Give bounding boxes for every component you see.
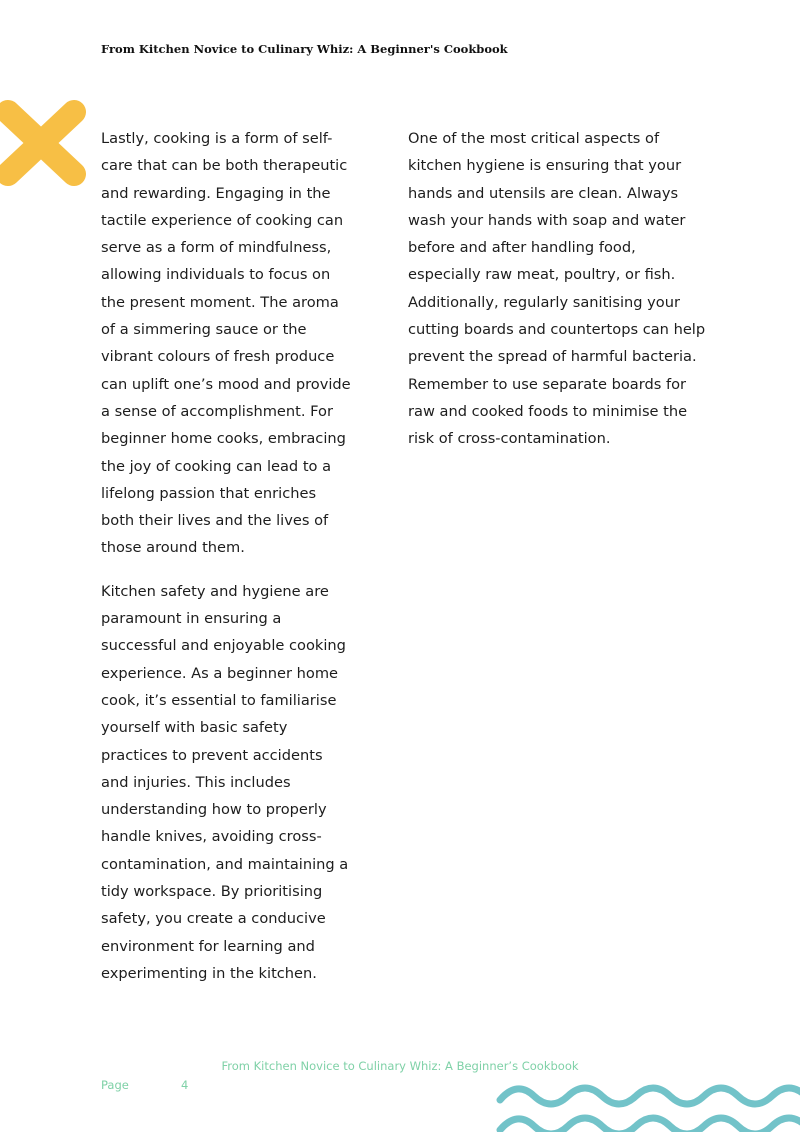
decorative-waves	[495, 1078, 800, 1132]
running-header-title: From Kitchen Novice to Culinary Whiz: A Beginner's Cookbook	[101, 42, 508, 56]
wave-line-upper	[500, 1088, 800, 1104]
wave-line-lower	[500, 1118, 800, 1132]
left-paragraph-2: Kitchen safety and hygiene are paramount in ensuring a successful and enjoyable cooking experience. As a beginner home cook, it’s essential to familiarise yourself with basic safety practices to prevent accidents and injuries. This includes understanding how to properly handle knives, avoiding cross-contamination, and maintaining a tidy workspace. By prioritising safety, you create a conducive environment for learning and experimenting in the kitchen.	[101, 582, 349, 982]
left-text-column	[101, 125, 353, 987]
right-text-column	[408, 125, 708, 453]
footer-page-number: 4	[181, 1078, 189, 1092]
left-paragraph-1: Lastly, cooking is a form of self-care that can be both therapeutic and rewarding. Engaging in the tactile experience of cooking can serve as a form of mindfulness, allowing individuals to focus on the present moment. The aroma of a simmering sauce or the vibrant colours of fresh produce can uplift one’s mood and provide a sense of accomplishment. For beginner home cooks, embracing the joy of cooking can lead to a lifelong passion that enriches both their lives and the lives of those around them.	[101, 130, 351, 557]
footer-page-label: Page	[101, 1078, 129, 1092]
decorative-x-shape	[0, 100, 86, 186]
right-paragraph-1: One of the most critical aspects of kitchen hygiene is ensuring that your hands and utensils are clean. Always wash your hands with soap and water before and after handling food, especially raw meat, poultry, or fish. Additionally, regularly sanitising your cutting boards and countertops can help prevent the spread of harmful bacteria. Remember to use separate boards for raw and cooked foods to minimise the risk of cross-contamination.	[408, 130, 706, 448]
footer-title: From Kitchen Novice to Culinary Whiz: A Beginner’s Cookbook	[221, 1059, 579, 1073]
